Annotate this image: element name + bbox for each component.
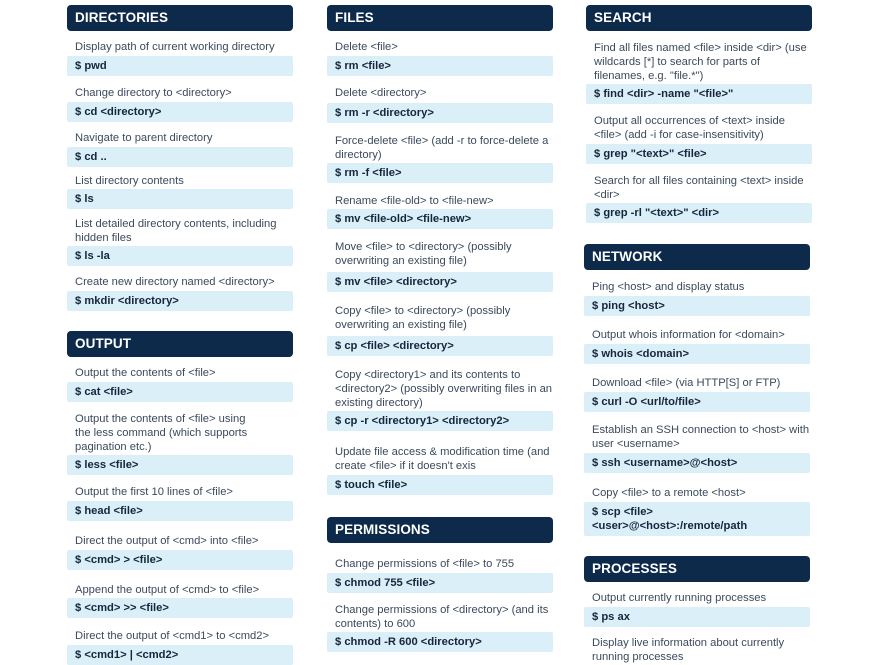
command-snippet[interactable]: $ scp <file> <user>@<host>:/remote/path	[584, 502, 810, 536]
command-snippet[interactable]: $ ssh <username>@<host>	[584, 453, 810, 473]
command-description: Display live information about currently running processes	[592, 637, 785, 663]
command-snippet[interactable]: $ cd <directory>	[67, 102, 293, 122]
command-snippet[interactable]: $ ps ax	[584, 607, 810, 627]
command-snippet[interactable]: $ cp -r <directory1> <directory2>	[327, 411, 553, 431]
command-snippet[interactable]: $ less <file>	[67, 455, 293, 475]
command-description: Move <file> to <directory> (possibly overwriting an existing file)	[335, 241, 512, 267]
command-description: Navigate to parent directory	[75, 132, 213, 144]
command-snippet[interactable]: $ rm <file>	[327, 56, 553, 76]
command-description: Direct the output of <cmd1> to <cmd2>	[75, 630, 270, 642]
command-snippet[interactable]: $ <cmd> > <file>	[67, 550, 293, 570]
command-description: Create new directory named <directory>	[75, 276, 275, 288]
command-description: List directory contents	[75, 175, 184, 187]
command-description: Force-delete <file> (add -r to force-delete a directory)	[335, 135, 549, 161]
section-header-search: SEARCH	[586, 5, 812, 31]
command-snippet[interactable]: $ chmod -R 600 <directory>	[327, 632, 553, 652]
command-description: Output whois information for <domain>	[592, 329, 785, 341]
command-snippet[interactable]: $ ls	[67, 189, 293, 209]
command-snippet[interactable]: $ whois <domain>	[584, 344, 810, 364]
command-snippet[interactable]: $ ping <host>	[584, 296, 810, 316]
command-snippet[interactable]: $ head <file>	[67, 501, 293, 521]
section-header-files: FILES	[327, 5, 553, 31]
command-description: Ping <host> and display status	[592, 281, 745, 293]
section-header-processes: PROCESSES	[584, 556, 810, 582]
command-description: List detailed directory contents, including hidden files	[75, 218, 277, 244]
command-snippet[interactable]: $ pwd	[67, 56, 293, 76]
command-snippet[interactable]: $ cd ..	[67, 147, 293, 167]
section-header-output: OUTPUT	[67, 331, 293, 357]
command-description: Append the output of <cmd> to <file>	[75, 584, 260, 596]
command-snippet[interactable]: $ ls -la	[67, 246, 293, 266]
command-description: Change permissions of <directory> (and its contents) to 600	[335, 604, 549, 630]
section-header-network: NETWORK	[584, 244, 810, 270]
command-snippet[interactable]: $ cp <file> <directory>	[327, 336, 553, 356]
command-description: Rename <file-old> to <file-new>	[335, 195, 494, 207]
command-snippet[interactable]: $ mv <file> <directory>	[327, 272, 553, 292]
command-description: Output currently running processes	[592, 592, 767, 604]
command-snippet[interactable]: $ touch <file>	[327, 475, 553, 495]
command-description: Search for all files containing <text> inside <dir>	[594, 175, 804, 201]
command-snippet[interactable]: $ mkdir <directory>	[67, 291, 293, 311]
command-description: Output the contents of <file>	[75, 367, 216, 379]
command-description: Output the first 10 lines of <file>	[75, 486, 233, 498]
command-description: Copy <directory1> and its contents to <directory2> (possibly overwriting files in an existing directory)	[335, 369, 553, 409]
command-description: Establish an SSH connection to <host> with user <username>	[592, 424, 810, 450]
command-description: Download <file> (via HTTP[S] or FTP)	[592, 377, 781, 389]
command-snippet[interactable]: $ chmod 755 <file>	[327, 573, 553, 593]
command-description: Copy <file> to a remote <host>	[592, 487, 746, 499]
command-snippet[interactable]: $ cat <file>	[67, 382, 293, 402]
command-description: Display path of current working directory	[75, 41, 275, 53]
section-header-permissions: PERMISSIONS	[327, 517, 553, 543]
command-snippet[interactable]: $ <cmd> >> <file>	[67, 598, 293, 618]
command-description: Copy <file> to <directory> (possibly overwriting an existing file)	[335, 305, 511, 331]
command-description: Delete <file>	[335, 41, 398, 53]
command-description: Change directory to <directory>	[75, 87, 232, 99]
command-snippet[interactable]: $ rm -r <directory>	[327, 103, 553, 123]
command-snippet[interactable]: $ rm -f <file>	[327, 163, 553, 183]
command-description: Delete <directory>	[335, 87, 427, 99]
command-snippet[interactable]: $ <cmd1> | <cmd2>	[67, 645, 293, 665]
command-description: Direct the output of <cmd> into <file>	[75, 535, 259, 547]
command-description: Output all occurrences of <text> inside <file> (add -i for case-insensitivity)	[594, 115, 785, 141]
command-snippet[interactable]: $ grep -rl "<text>" <dir>	[586, 203, 812, 223]
command-snippet[interactable]: $ curl -O <url/to/file>	[584, 392, 810, 412]
command-snippet[interactable]: $ find <dir> -name "<file>"	[586, 84, 812, 104]
command-description: Change permissions of <file> to 755	[335, 558, 515, 570]
command-description: Output the contents of <file> using the less command (which supports pagination etc.)	[75, 413, 248, 453]
command-description: Update file access & modification time (and create <file> if it doesn't exis	[335, 446, 550, 472]
command-snippet[interactable]: $ mv <file-old> <file-new>	[327, 209, 553, 229]
command-description: Find all files named <file> inside <dir> (use wildcards [*] to search for parts of filenames, e.g. "file.*")	[594, 42, 807, 82]
section-header-directories: DIRECTORIES	[67, 5, 293, 31]
command-snippet[interactable]: $ grep "<text>" <file>	[586, 144, 812, 164]
